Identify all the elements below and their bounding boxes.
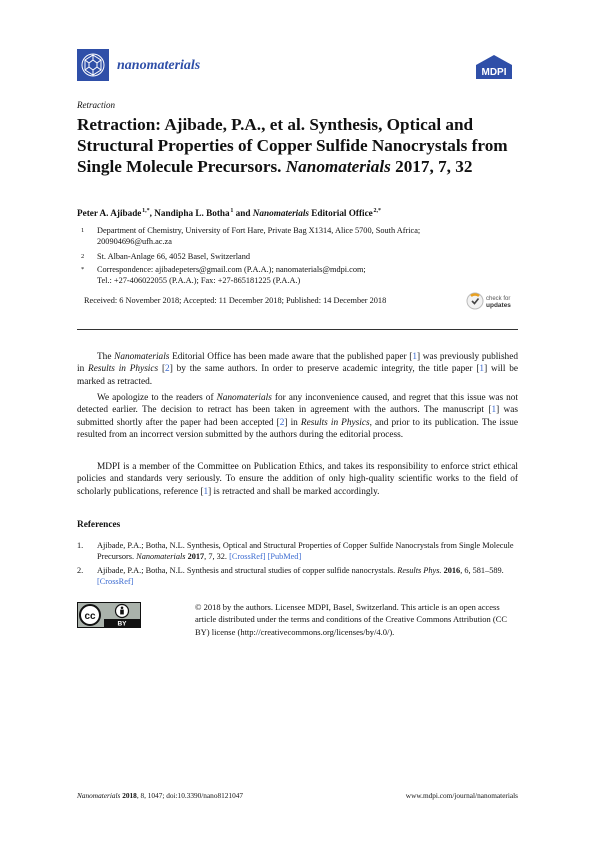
correspondence-line: Correspondence: ajibadepeters@gmail.com (P.A.A.); nanomaterials@mdpi.com; bbox=[97, 265, 366, 274]
affiliation-line: 200904696@ufh.ac.za bbox=[97, 237, 172, 246]
reference-number: 1. bbox=[77, 541, 84, 550]
reference-journal: Results Phys. bbox=[397, 566, 442, 575]
footer-citation bbox=[77, 791, 243, 800]
affiliation-line: Department of Chemistry, University of Fort Hare, Private Bag X1314, Alice 5700, South Africa; bbox=[97, 226, 421, 235]
reference-text: Ajibade, P.A.; Botha, N.L. Synthesis and structural studies of copper sulfide nanocrystals. bbox=[97, 566, 398, 575]
author-affil-mark: 1,* bbox=[142, 208, 150, 214]
journal-italic: Nanomaterials bbox=[216, 393, 272, 403]
correspondence-mark: * bbox=[81, 266, 85, 273]
cc-by-license-icon[interactable] bbox=[77, 602, 141, 628]
author-list bbox=[77, 208, 381, 218]
cc-badge-text: cc bbox=[84, 611, 96, 622]
footer-doi: , 8, 1047; doi:10.3390/nano8121047 bbox=[136, 791, 244, 800]
crossref-link[interactable]: [CrossRef] bbox=[229, 552, 266, 562]
text: We apologize to the readers of bbox=[97, 393, 217, 403]
text: ] was submitted shortly after the paper had been accepted [ bbox=[77, 405, 518, 428]
check-updates-line2: updates bbox=[486, 302, 511, 309]
footer-year: 2018 bbox=[120, 791, 137, 800]
citation-link[interactable]: 2 bbox=[165, 364, 170, 375]
reference-item bbox=[77, 540, 518, 564]
article-type: Retraction bbox=[77, 100, 115, 110]
author-affil-mark: 2,* bbox=[373, 208, 382, 214]
reference-year: 2017 bbox=[185, 552, 205, 562]
author-name: Editorial Office bbox=[308, 208, 373, 219]
reference-year: 2016 bbox=[441, 566, 461, 575]
mdpi-logo-icon bbox=[474, 54, 514, 80]
article-title bbox=[77, 114, 527, 177]
author-name: Nandipha L. Botha bbox=[154, 208, 230, 219]
reference-volume: , 7, 32. bbox=[204, 552, 230, 562]
author-name: Peter A. Ajibade bbox=[77, 208, 142, 219]
affiliation-mark: 1 bbox=[81, 227, 85, 234]
check-for-updates-button[interactable] bbox=[466, 291, 520, 311]
text: ] is retracted and shall be marked accordingly. bbox=[208, 486, 380, 497]
journal-italic: Nanomaterials bbox=[114, 352, 170, 362]
title-journal: Nanomaterials bbox=[285, 157, 391, 176]
reference-volume: , 6, 581–589. bbox=[460, 566, 504, 575]
check-updates-line1: check for bbox=[486, 296, 511, 302]
journal-name: nanomaterials bbox=[117, 58, 201, 73]
citation-link[interactable]: 1 bbox=[479, 364, 485, 375]
journal-italic: Results in Physics bbox=[300, 417, 370, 428]
reference-text: Ajibade, P.A.; Botha, N.L. Synthesis, Optical and Structural Properties of Copper Sulfide Nanocrystals from Single Molecule Precursors. bbox=[97, 541, 514, 562]
text: for any inconvenience caused, and regret that this issue was not detected earlier. The decision to retract has been taken in agreement with the authors. The manuscript [ bbox=[77, 393, 518, 416]
reference-number: 2. bbox=[77, 566, 84, 575]
affiliation-mark: 2 bbox=[81, 253, 85, 260]
pubmed-link[interactable]: [PubMed] bbox=[267, 552, 302, 562]
journal-logo-icon bbox=[77, 49, 109, 81]
text: MDPI is a member of the Committee on Publication Ethics, and takes its responsibility to enforce strict ethical policies and standards very seriously. To ensure the addition of only high-quality scientific works to the field of scholarly publications, reference [ bbox=[77, 462, 518, 497]
text: ] by the same authors. In order to preserve academic integrity, the title paper [ bbox=[169, 364, 480, 375]
by-badge-text: BY bbox=[117, 620, 127, 628]
author-separator: and bbox=[233, 208, 253, 219]
citation-link[interactable]: 1 bbox=[412, 352, 418, 362]
header-divider bbox=[77, 329, 518, 330]
reference-item bbox=[77, 565, 518, 589]
mdpi-logo-text: MDPI bbox=[481, 67, 507, 78]
text: ] in bbox=[284, 417, 301, 428]
crossref-link[interactable]: [CrossRef] bbox=[97, 577, 134, 587]
text: [ bbox=[158, 364, 166, 375]
paragraph-1 bbox=[77, 351, 518, 388]
text: ] will be marked as retracted. bbox=[77, 364, 519, 387]
paragraph-2 bbox=[77, 392, 518, 442]
title-main: Retraction: Ajibade, P.A., et al. Synthesis, Optical and Structural Properties of Copper Sulfide Nanocrystals from Single Molecule Precursors. bbox=[77, 115, 508, 176]
footer-url[interactable]: www.mdpi.com/journal/nanomaterials bbox=[405, 791, 518, 800]
author-affil-mark: 1 bbox=[230, 208, 234, 214]
correspondence-line: Tel.: +27-406022055 (P.A.A.); Fax: +27-865181225 (P.A.A.) bbox=[97, 276, 301, 285]
text: The bbox=[97, 352, 115, 362]
text: Editorial Office has been made aware that the published paper [ bbox=[169, 352, 413, 362]
text: , and prior to its publication. The issue resulted from an incorrect version submitted by the authors during the editorial process. bbox=[77, 417, 519, 441]
footer-journal: Nanomaterials bbox=[77, 791, 121, 800]
citation-link[interactable]: 1 bbox=[203, 486, 209, 497]
title-rest: 2017, 7, 32 bbox=[390, 157, 473, 176]
journal-italic: Results in Physics bbox=[88, 364, 159, 375]
citation-link[interactable]: 2 bbox=[279, 417, 285, 428]
author-separator: , bbox=[149, 208, 155, 219]
reference-journal: Nanomaterials bbox=[136, 552, 186, 562]
references-heading: References bbox=[77, 520, 121, 530]
license-text: © 2018 by the authors. Licensee MDPI, Basel, Switzerland. This article is an open access article distributed under the terms and conditions of the Creative Commons Attribution (CC BY) license (http://creativecommons.org/licenses/by/4.0/). bbox=[195, 602, 508, 637]
affiliation-line: St. Alban-Anlage 66, 4052 Basel, Switzerland bbox=[97, 252, 251, 261]
author-name-italic: Nanomaterials bbox=[252, 208, 309, 219]
text: ] was previously published in bbox=[77, 352, 518, 375]
publication-dates: Received: 6 November 2018; Accepted: 11 December 2018; Published: 14 December 2018 bbox=[84, 296, 387, 305]
paragraph-3 bbox=[77, 461, 518, 498]
citation-link[interactable]: 1 bbox=[491, 405, 497, 416]
